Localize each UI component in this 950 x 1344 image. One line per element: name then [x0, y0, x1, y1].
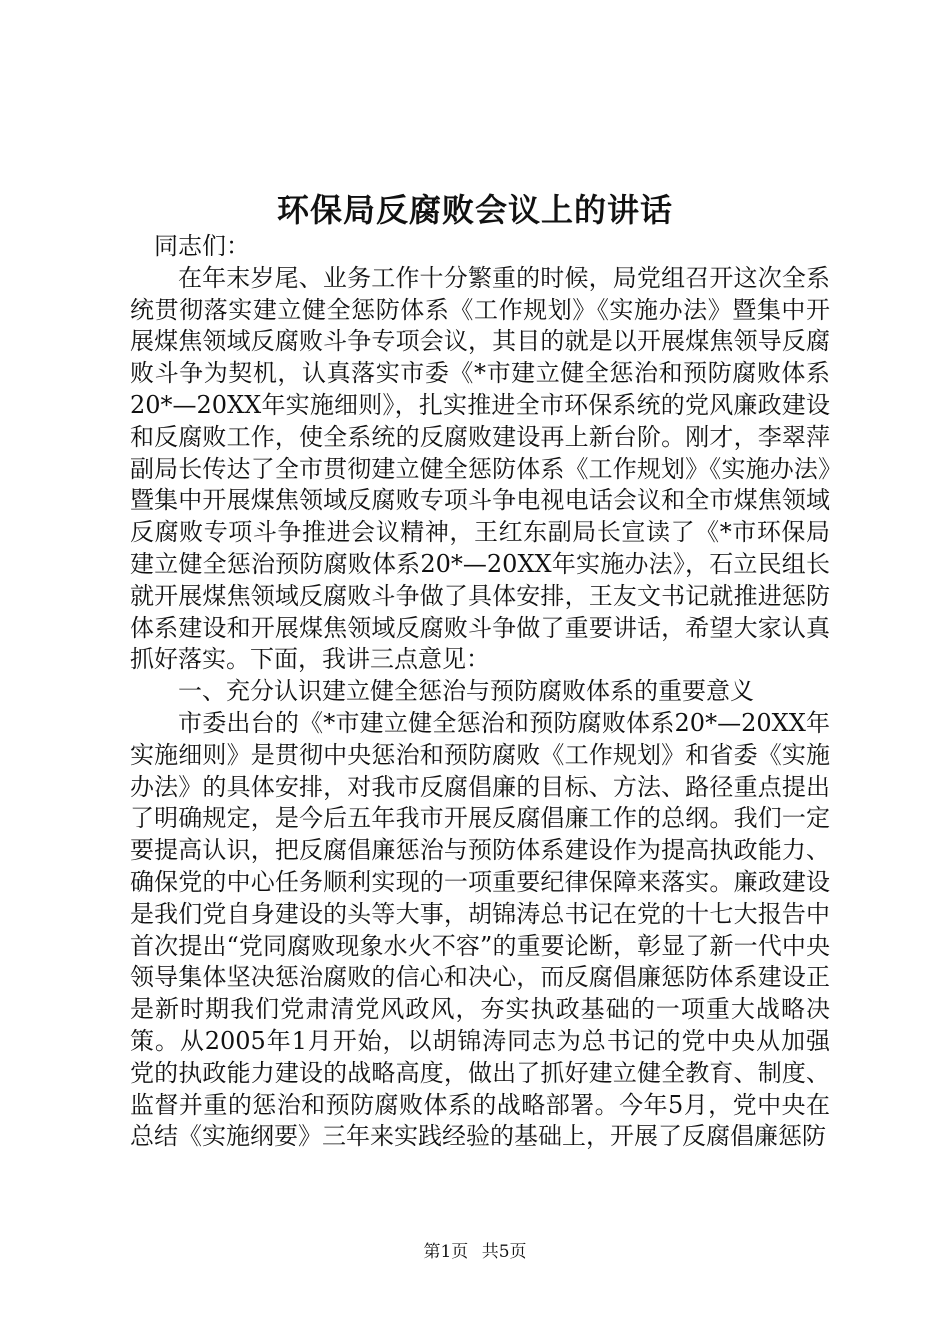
salutation: 同志们： [154, 232, 250, 260]
paragraph-section-1: 市委出台的《*市建立健全惩治和预防腐败体系20*—20XX年实施细则》是贯彻中央惩治和预防腐败《工作规划》和省委《实施办法》的具体安排，对我市反腐倡廉的目标、方法、路径重点提出了明确规定，是今后五年我市开展反腐倡廉工作的总纲。我们一定要提高认识，把反腐倡廉惩治与预防体系建设作为提高执政能力、确保党的中心任务顺利实现的一项重要纪律保障来落实。廉政建设是我们党自身建设的头等大事，胡锦涛总书记在党的十七大报告中首次提出“党同腐败现象水火不容”的重要论断，彰显了新一代中央领导集体坚决惩治腐败的信心和决心，而反腐倡廉惩防体系建设正是新时期我们党肃清党风政风，夯实执政基础的一项重大战略决策。从2005年1月开始，以胡锦涛同志为总书记的党中央从加强党的执政能力建设的战略高度，做出了抓好建立健全教育、制度、监督并重的惩治和预防腐败体系的战略部署。今年5月，党中央在总结《实施纲要》三年来实践经验的基础上，开展了反腐倡廉惩防 [130, 708, 830, 1151]
document-body [130, 231, 830, 1153]
document-title: 环保局反腐败会议上的讲话 [276, 191, 673, 229]
page-number: 第1页 [423, 1242, 469, 1262]
page-footer [0, 1240, 950, 1264]
section-heading-1: 一、充分认识建立健全惩治与预防腐败体系的重要意义 [178, 677, 754, 706]
paragraph-intro: 在年末岁尾、业务工作十分繁重的时候，局党组召开这次全系统贯彻落实建立健全惩防体系《工作规划》《实施办法》暨集中开展煤焦领域反腐败斗争专项会议，其目的就是以开展煤焦领导反腐败斗争为契机，认真落实市委《*市建立健全惩治和预防腐败体系20*—20XX年实施细则》，扎实推进全市环保系统的党风廉政建设和反腐败工作，使全系统的反腐败建设再上新台阶。刚才，李翠萍副局长传达了全市贯彻建立健全惩防体系《工作规划》《实施办法》暨集中开展煤焦领域反腐败专项斗争电视电话会议和全市煤焦领域反腐败专项斗争推进会议精神，王红东副局长宣读了《*市环保局建立健全惩治预防腐败体系20*—20XX年实施办法》，石立民组长就开展煤焦领域反腐败斗争做了具体安排，王友文书记就推进惩防体系建设和开展煤焦领域反腐败斗争做了重要讲话，希望大家认真抓好落实。下面，我讲三点意见： [130, 263, 830, 674]
page-total: 共5页 [481, 1242, 527, 1262]
